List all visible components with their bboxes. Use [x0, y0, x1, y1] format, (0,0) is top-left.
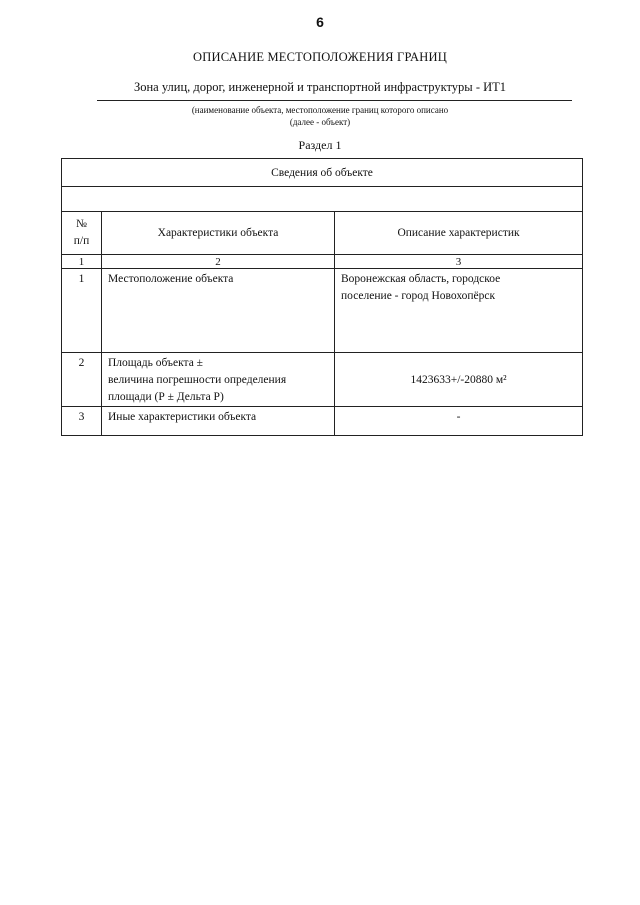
row-3-characteristic — [102, 407, 335, 436]
table-title: Сведения об объекте — [62, 159, 583, 187]
object-name: Зона улиц, дорог, инженерной и транспортной инфраструктуры - ИТ1 — [133, 80, 507, 94]
row-1-characteristic — [102, 269, 335, 353]
row-1-description — [335, 269, 583, 353]
header-num-label: п/п — [73, 235, 90, 247]
table-row — [62, 269, 583, 353]
table-title-row — [62, 159, 583, 187]
row-1-description-line-2: поселение - город Новохопёрск — [341, 290, 496, 302]
table-row — [62, 353, 583, 407]
row-2-characteristic-line-1: Площадь объекта ± — [108, 357, 203, 369]
object-name-caption — [0, 104, 640, 128]
header-description: Описание характеристик — [335, 212, 583, 255]
caption-line-2: (далее - объект) — [289, 117, 351, 127]
row-2-num: 2 — [62, 353, 102, 407]
table-header-row — [62, 212, 583, 255]
row-1-num: 1 — [62, 269, 102, 353]
header-num-cell — [62, 212, 102, 255]
caption-line-1: (наименование объекта, местоположение границ которого описано — [191, 105, 449, 115]
row-3-num: 3 — [62, 407, 102, 436]
row-2-description: 1423633+/-20880 м² — [335, 353, 583, 407]
row-1-characteristic-line-1: Местоположение объекта — [108, 273, 234, 285]
table-row — [62, 407, 583, 436]
row-2-characteristic — [102, 353, 335, 407]
table-spacer-row — [62, 187, 583, 212]
object-name-underline — [97, 100, 572, 101]
column-number-3: 3 — [335, 255, 583, 269]
row-3-description: - — [335, 407, 583, 436]
section-title: Раздел 1 — [298, 138, 342, 152]
column-number-2: 2 — [102, 255, 335, 269]
column-number-1: 1 — [62, 255, 102, 269]
page-number: 6 — [316, 14, 324, 30]
column-number-row — [62, 255, 583, 269]
object-info-table — [61, 158, 583, 436]
row-3-characteristic-line-1: Иные характеристики объекта — [108, 411, 257, 423]
header-characteristics: Характеристики объекта — [102, 212, 335, 255]
row-2-characteristic-line-3: площади (Р ± Дельта Р) — [108, 391, 224, 403]
document-title: ОПИСАНИЕ МЕСТОПОЛОЖЕНИЯ ГРАНИЦ — [193, 50, 447, 64]
row-1-description-line-1: Воронежская область, городское — [341, 273, 501, 285]
header-num-symbol: № — [76, 218, 87, 230]
table-spacer-cell — [62, 187, 583, 212]
row-2-characteristic-line-2: величина погрешности определения — [108, 374, 287, 386]
